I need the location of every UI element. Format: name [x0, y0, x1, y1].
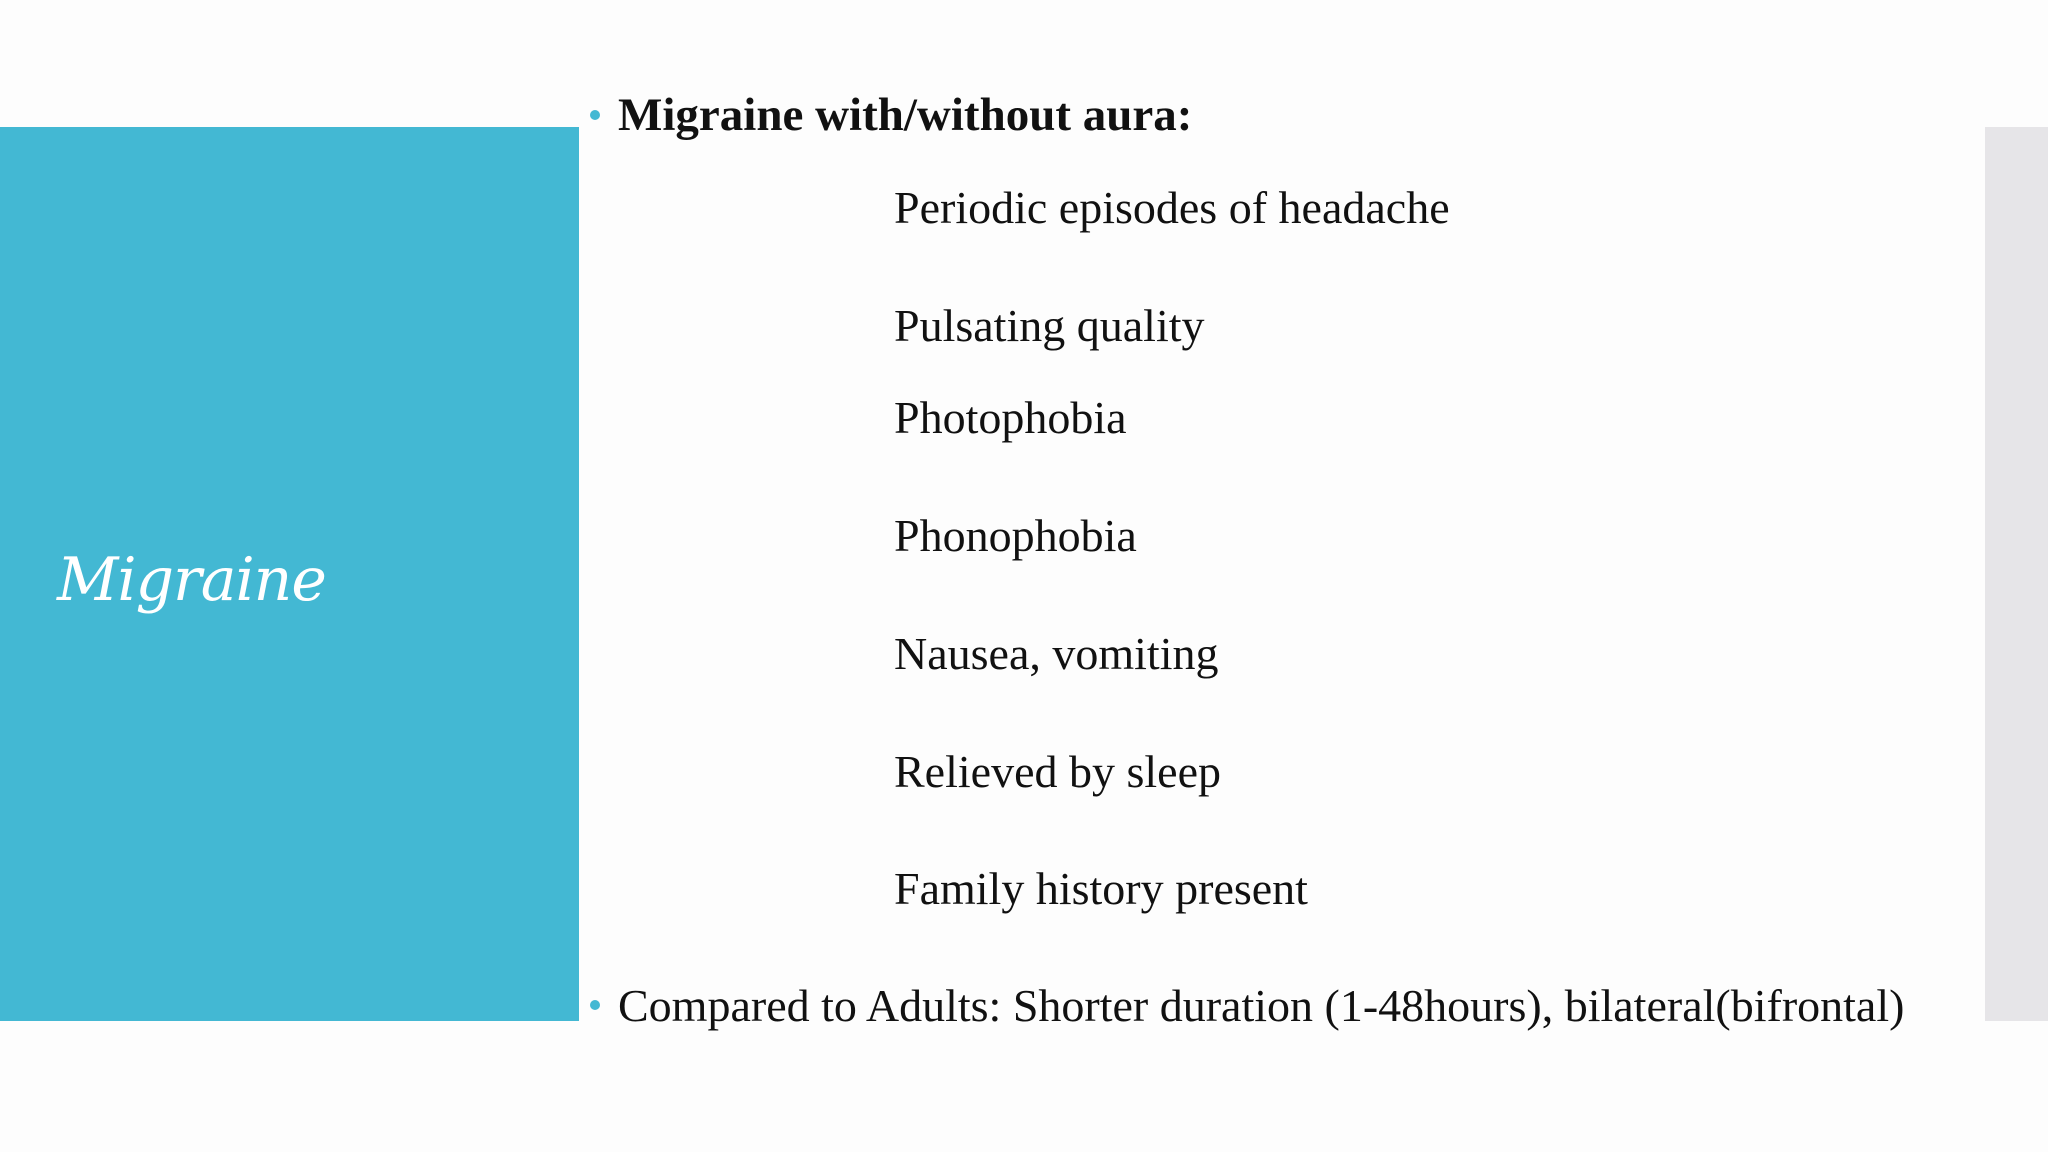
sub-item: Family history present — [894, 863, 1308, 914]
sub-item: Pulsating quality — [894, 300, 1205, 351]
slide-title: Migraine — [57, 545, 326, 615]
bullet-dot-icon — [590, 1000, 600, 1010]
sub-item: Nausea, vomiting — [894, 628, 1219, 679]
sub-item: Relieved by sleep — [894, 746, 1222, 797]
sub-item: Photophobia — [894, 392, 1127, 443]
right-side-band — [1985, 127, 2048, 1021]
sub-item: Phonophobia — [894, 510, 1137, 561]
bullet-dot-icon — [590, 110, 600, 120]
comparison-bullet: Compared to Adults: Shorter duration (1-48hours), bilateral(bifrontal) — [618, 980, 1905, 1031]
sub-item: Periodic episodes of headache — [894, 182, 1450, 233]
bullet-heading: Migraine with/without aura: — [618, 89, 1193, 141]
